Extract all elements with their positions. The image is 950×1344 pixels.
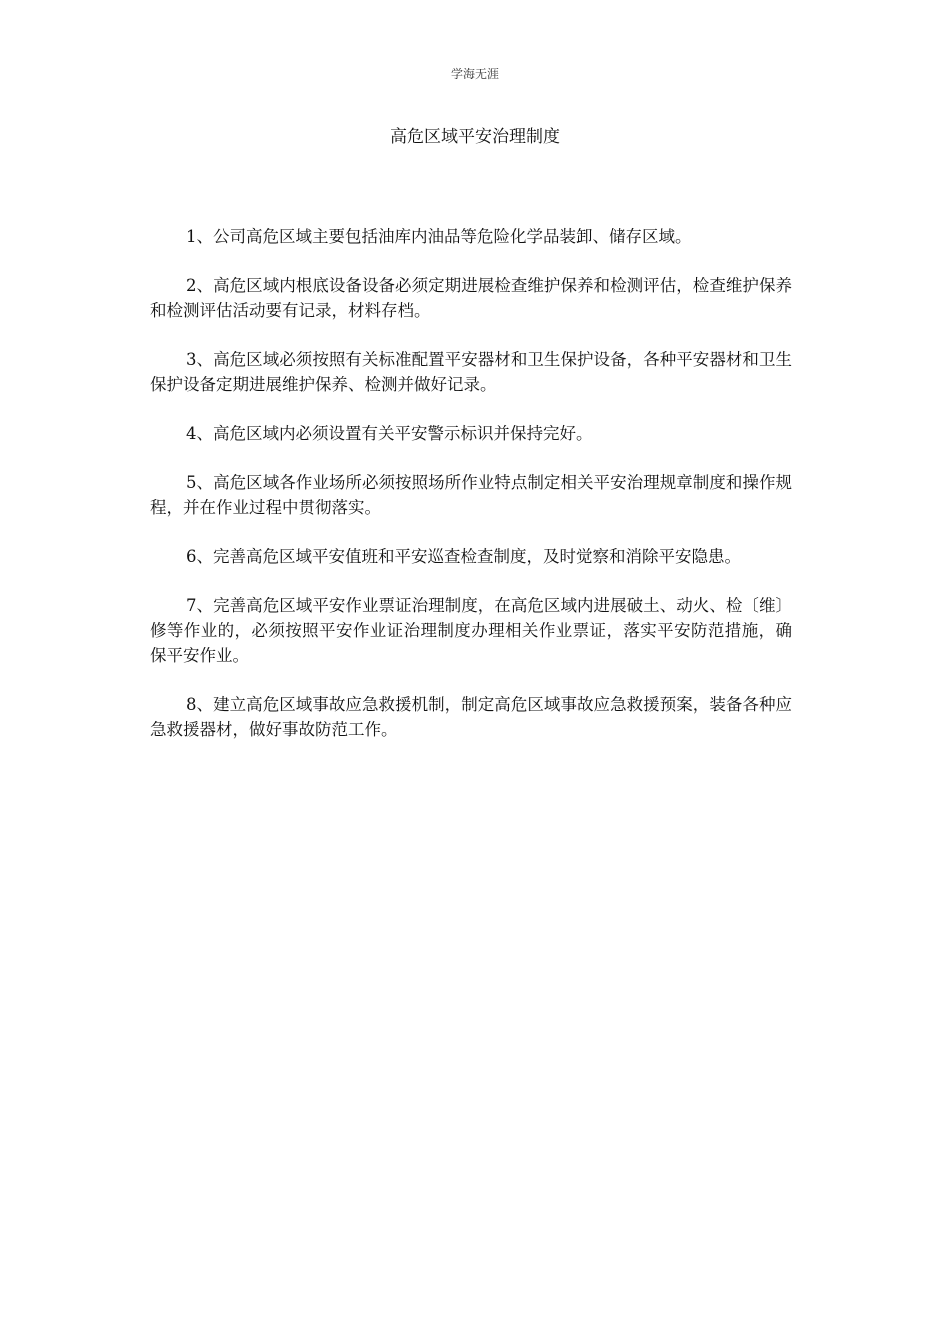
paragraph-2: 2、高危区域内根底设备设备必须定期进展检查维护保养和检测评估，检查维护保养和检测评估活动要有记录，材料存档。 — [150, 276, 792, 320]
paragraph-8: 8、建立高危区域事故应急救援机制，制定高危区域事故应急救援预案，装备各种应急救援器材，做好事故防范工作。 — [150, 695, 792, 739]
document-title: 高危区域平安治理制度 — [390, 127, 560, 147]
paragraph-1: 1、公司高危区域主要包括油库内油品等危险化学品装卸、储存区域。 — [186, 227, 692, 246]
paragraph-3: 3、高危区域必须按照有关标准配置平安器材和卫生保护设备，各种平安器材和卫生保护设备定期进展维护保养、检测并做好记录。 — [150, 350, 792, 394]
paragraph-7: 7、完善高危区域平安作业票证治理制度，在高危区域内进展破土、动火、检〔维〕修等作业的，必须按照平安作业证治理制度办理相关作业票证，落实平安防范措施，确保平安作业。 — [150, 596, 792, 665]
paragraph-5: 5、高危区域各作业场所必须按照场所作业特点制定相关平安治理规章制度和操作规程，并在作业过程中贯彻落实。 — [150, 473, 792, 517]
paragraph-6: 6、完善高危区域平安值班和平安巡查检查制度，及时觉察和消除平安隐患。 — [186, 547, 741, 566]
document-body — [150, 224, 792, 766]
paragraph-4: 4、高危区域内必须设置有关平安警示标识并保持完好。 — [186, 424, 593, 443]
page-header: 学海无涯 — [450, 67, 499, 81]
